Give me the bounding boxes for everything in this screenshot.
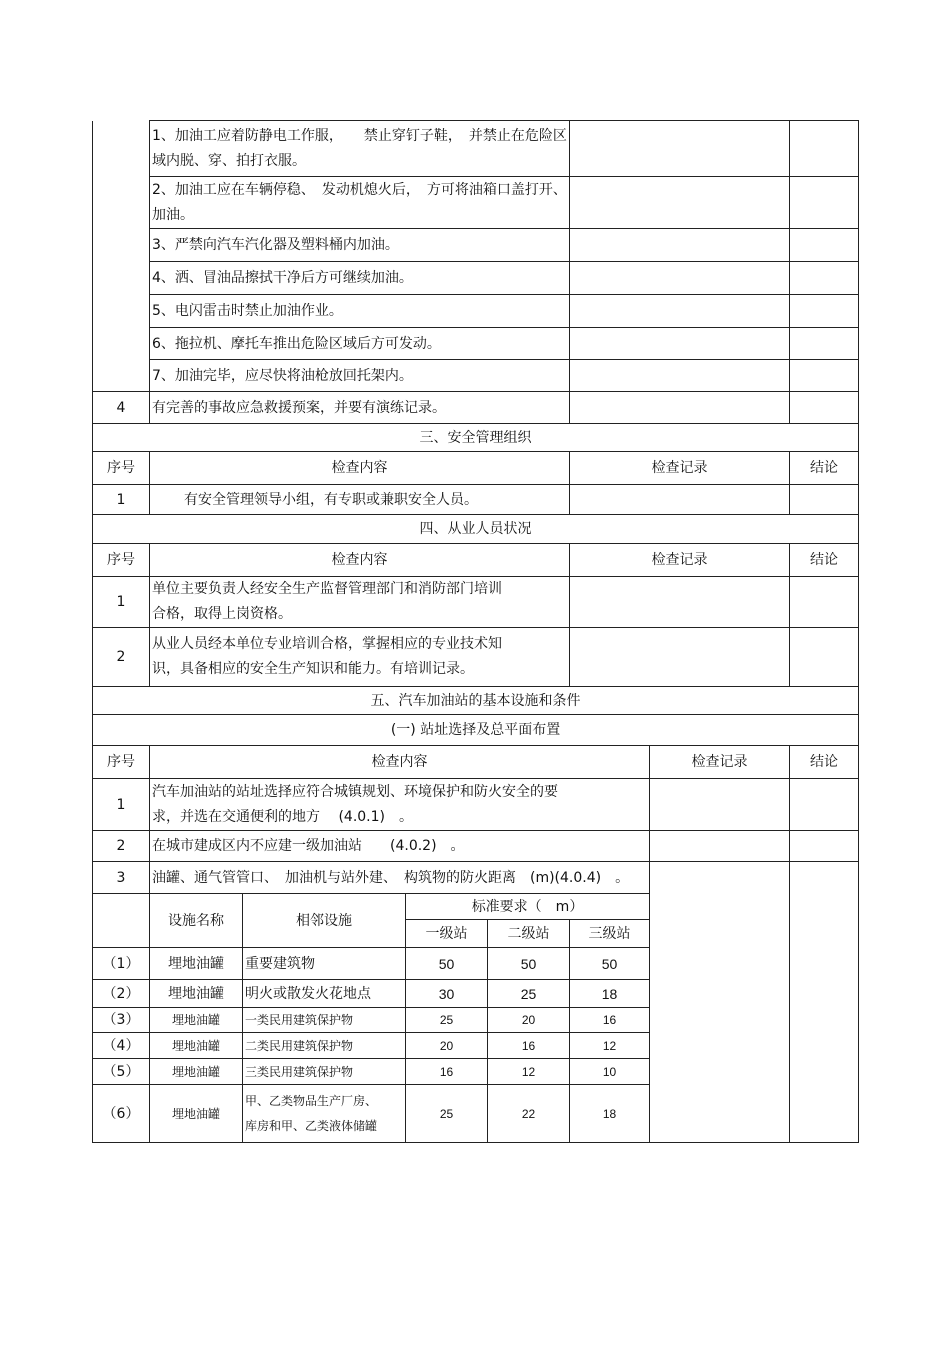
table-row	[93, 229, 859, 262]
header-content: 检查内容	[150, 544, 570, 577]
inspection-form	[92, 120, 858, 1143]
header-seq: 序号	[93, 544, 150, 577]
header-record: 检查记录	[650, 746, 790, 779]
level-2-value: 50	[488, 948, 570, 980]
subsection-title-row	[93, 715, 859, 746]
check-content: 2、加油工应在车辆停稳、 发动机熄火后， 方可将油箱口盖打开、加油。	[150, 177, 570, 229]
check-content: 7、加油完毕，应尽快将油枪放回托架内。	[150, 360, 570, 392]
section-title: 四、从业人员状况	[93, 515, 859, 544]
level-2-value: 16	[488, 1033, 570, 1059]
level-2-value: 22	[488, 1085, 570, 1143]
check-content: 5、电闪雷击时禁止加油作业。	[150, 295, 570, 328]
seq-number: 2	[93, 628, 150, 687]
content-line: 识，具备相应的安全生产知识和能力。有培训记录。	[152, 661, 474, 677]
check-content: 有完善的事故应急救援预案，并要有演练记录。	[150, 392, 570, 424]
section-title-row	[93, 687, 859, 715]
check-record[interactable]	[570, 262, 790, 295]
check-content	[150, 577, 570, 628]
subtable-seq-empty	[93, 894, 150, 948]
conclusion[interactable]	[790, 485, 859, 515]
table-row	[93, 328, 859, 360]
facility-name: 埋地油罐	[150, 1085, 243, 1143]
table-row	[93, 862, 859, 894]
content-line: 求，并选在交通便利的地方 (4.0.1) 。	[152, 808, 413, 825]
seq-number: 3	[93, 862, 150, 894]
level-2-value: 20	[488, 1008, 570, 1033]
header-facility: 设施名称	[150, 894, 243, 948]
facility-name: 埋地油罐	[150, 948, 243, 980]
row-seq: （6）	[93, 1085, 150, 1143]
row-seq: （1）	[93, 948, 150, 980]
check-record[interactable]	[570, 392, 790, 424]
adjacent-facility: 二类民用建筑保护物	[243, 1033, 406, 1059]
table-row	[93, 121, 859, 177]
level-2-value: 25	[488, 980, 570, 1008]
adjacent-line: 甲、乙类物品生产厂房、	[245, 1093, 378, 1108]
level-1-value: 25	[406, 1008, 488, 1033]
check-record[interactable]	[650, 779, 790, 831]
conclusion[interactable]	[790, 779, 859, 831]
section-title: 三、安全管理组织	[93, 424, 859, 452]
facility-name: 埋地油罐	[150, 1059, 243, 1085]
row-seq: （5）	[93, 1059, 150, 1085]
check-record[interactable]	[650, 862, 790, 1143]
table-row	[93, 262, 859, 295]
check-content: 1、加油工应着防静电工作服， 禁止穿钉子鞋， 并禁止在危险区域内脱、穿、拍打衣服。	[150, 121, 570, 177]
seq-cell-empty	[93, 121, 150, 392]
level-1-value: 50	[406, 948, 488, 980]
content-line: 汽车加油站的站址选择应符合城镇规划、环境保护和防火安全的要	[152, 783, 558, 800]
conclusion[interactable]	[790, 577, 859, 628]
level-1-value: 25	[406, 1085, 488, 1143]
check-record[interactable]	[570, 328, 790, 360]
header-content: 检查内容	[150, 452, 570, 485]
header-level-3: 三级站	[570, 920, 650, 948]
adjacent-facility: 三类民用建筑保护物	[243, 1059, 406, 1085]
conclusion[interactable]	[790, 628, 859, 687]
level-1-value: 16	[406, 1059, 488, 1085]
header-row	[93, 544, 859, 577]
table-row	[93, 628, 859, 687]
header-standard: 标准要求（ m）	[406, 894, 650, 920]
table-row	[93, 485, 859, 515]
facility-name: 埋地油罐	[150, 1008, 243, 1033]
header-conclusion: 结论	[790, 746, 859, 779]
level-2-value: 12	[488, 1059, 570, 1085]
seq-number: 1	[93, 779, 150, 831]
conclusion[interactable]	[790, 862, 859, 1143]
check-record[interactable]	[570, 295, 790, 328]
table-row	[93, 392, 859, 424]
seq-number: 2	[93, 831, 150, 862]
check-record[interactable]	[570, 485, 790, 515]
content-line: 合格，取得上岗资格。	[152, 606, 292, 622]
level-3-value: 18	[570, 980, 650, 1008]
subsection-title: (一) 站址选择及总平面布置	[93, 715, 859, 746]
header-conclusion: 结论	[790, 452, 859, 485]
conclusion[interactable]	[790, 831, 859, 862]
level-3-value: 16	[570, 1008, 650, 1033]
header-level-1: 一级站	[406, 920, 488, 948]
level-1-value: 20	[406, 1033, 488, 1059]
content-line: 从业人员经本单位专业培训合格，掌握相应的专业技术知	[152, 636, 502, 652]
row-seq: （2）	[93, 980, 150, 1008]
conclusion[interactable]	[790, 121, 859, 177]
table-row	[93, 779, 859, 831]
check-record[interactable]	[570, 177, 790, 229]
header-record: 检查记录	[570, 544, 790, 577]
inspection-table	[92, 120, 859, 1143]
adjacent-facility	[243, 1085, 406, 1143]
header-content: 检查内容	[150, 746, 650, 779]
table-row	[93, 577, 859, 628]
level-3-value: 50	[570, 948, 650, 980]
row-seq: （3）	[93, 1008, 150, 1033]
adjacent-facility: 明火或散发火花地点	[243, 980, 406, 1008]
check-content	[150, 628, 570, 687]
header-seq: 序号	[93, 746, 150, 779]
check-content: 油罐、通气管管口、 加油机与站外建、 构筑物的防火距离 (m)(4.0.4) 。	[150, 862, 650, 894]
header-row	[93, 746, 859, 779]
conclusion[interactable]	[790, 328, 859, 360]
conclusion[interactable]	[790, 262, 859, 295]
conclusion[interactable]	[790, 295, 859, 328]
adjacent-facility: 重要建筑物	[243, 948, 406, 980]
conclusion[interactable]	[790, 360, 859, 392]
check-record[interactable]	[570, 229, 790, 262]
check-record[interactable]	[570, 628, 790, 687]
section-title: 五、汽车加油站的基本设施和条件	[93, 687, 859, 715]
section-title-row	[93, 424, 859, 452]
level-1-value: 30	[406, 980, 488, 1008]
check-content: 4、洒、冒油品擦拭干净后方可继续加油。	[150, 262, 570, 295]
check-record[interactable]	[570, 577, 790, 628]
check-record[interactable]	[650, 831, 790, 862]
content-line: 单位主要负责人经安全生产监督管理部门和消防部门培训	[152, 581, 502, 597]
adjacent-line: 库房和甲、乙类液体储罐	[245, 1118, 378, 1133]
header-seq: 序号	[93, 452, 150, 485]
seq-number: 1	[93, 485, 150, 515]
level-3-value: 10	[570, 1059, 650, 1085]
table-row	[93, 295, 859, 328]
conclusion[interactable]	[790, 177, 859, 229]
facility-name: 埋地油罐	[150, 1033, 243, 1059]
check-content	[150, 779, 650, 831]
header-adjacent: 相邻设施	[243, 894, 406, 948]
header-row	[93, 452, 859, 485]
table-row	[93, 360, 859, 392]
table-row	[93, 831, 859, 862]
header-record: 检查记录	[570, 452, 790, 485]
header-level-2: 二级站	[488, 920, 570, 948]
check-content: 有安全管理领导小组，有专职或兼职安全人员。	[150, 485, 570, 515]
table-row	[93, 177, 859, 229]
check-record[interactable]	[570, 360, 790, 392]
section-title-row	[93, 515, 859, 544]
facility-name: 埋地油罐	[150, 980, 243, 1008]
level-3-value: 18	[570, 1085, 650, 1143]
seq-number: 1	[93, 577, 150, 628]
conclusion[interactable]	[790, 392, 859, 424]
adjacent-facility: 一类民用建筑保护物	[243, 1008, 406, 1033]
check-content: 3、严禁向汽车汽化器及塑料桶内加油。	[150, 229, 570, 262]
header-conclusion: 结论	[790, 544, 859, 577]
seq-number: 4	[93, 392, 150, 424]
row-seq: （4）	[93, 1033, 150, 1059]
conclusion[interactable]	[790, 229, 859, 262]
level-3-value: 12	[570, 1033, 650, 1059]
check-record[interactable]	[570, 121, 790, 177]
check-content: 6、拖拉机、摩托车推出危险区域后方可发动。	[150, 328, 570, 360]
check-content: 在城市建成区内不应建一级加油站 (4.0.2) 。	[150, 831, 650, 862]
